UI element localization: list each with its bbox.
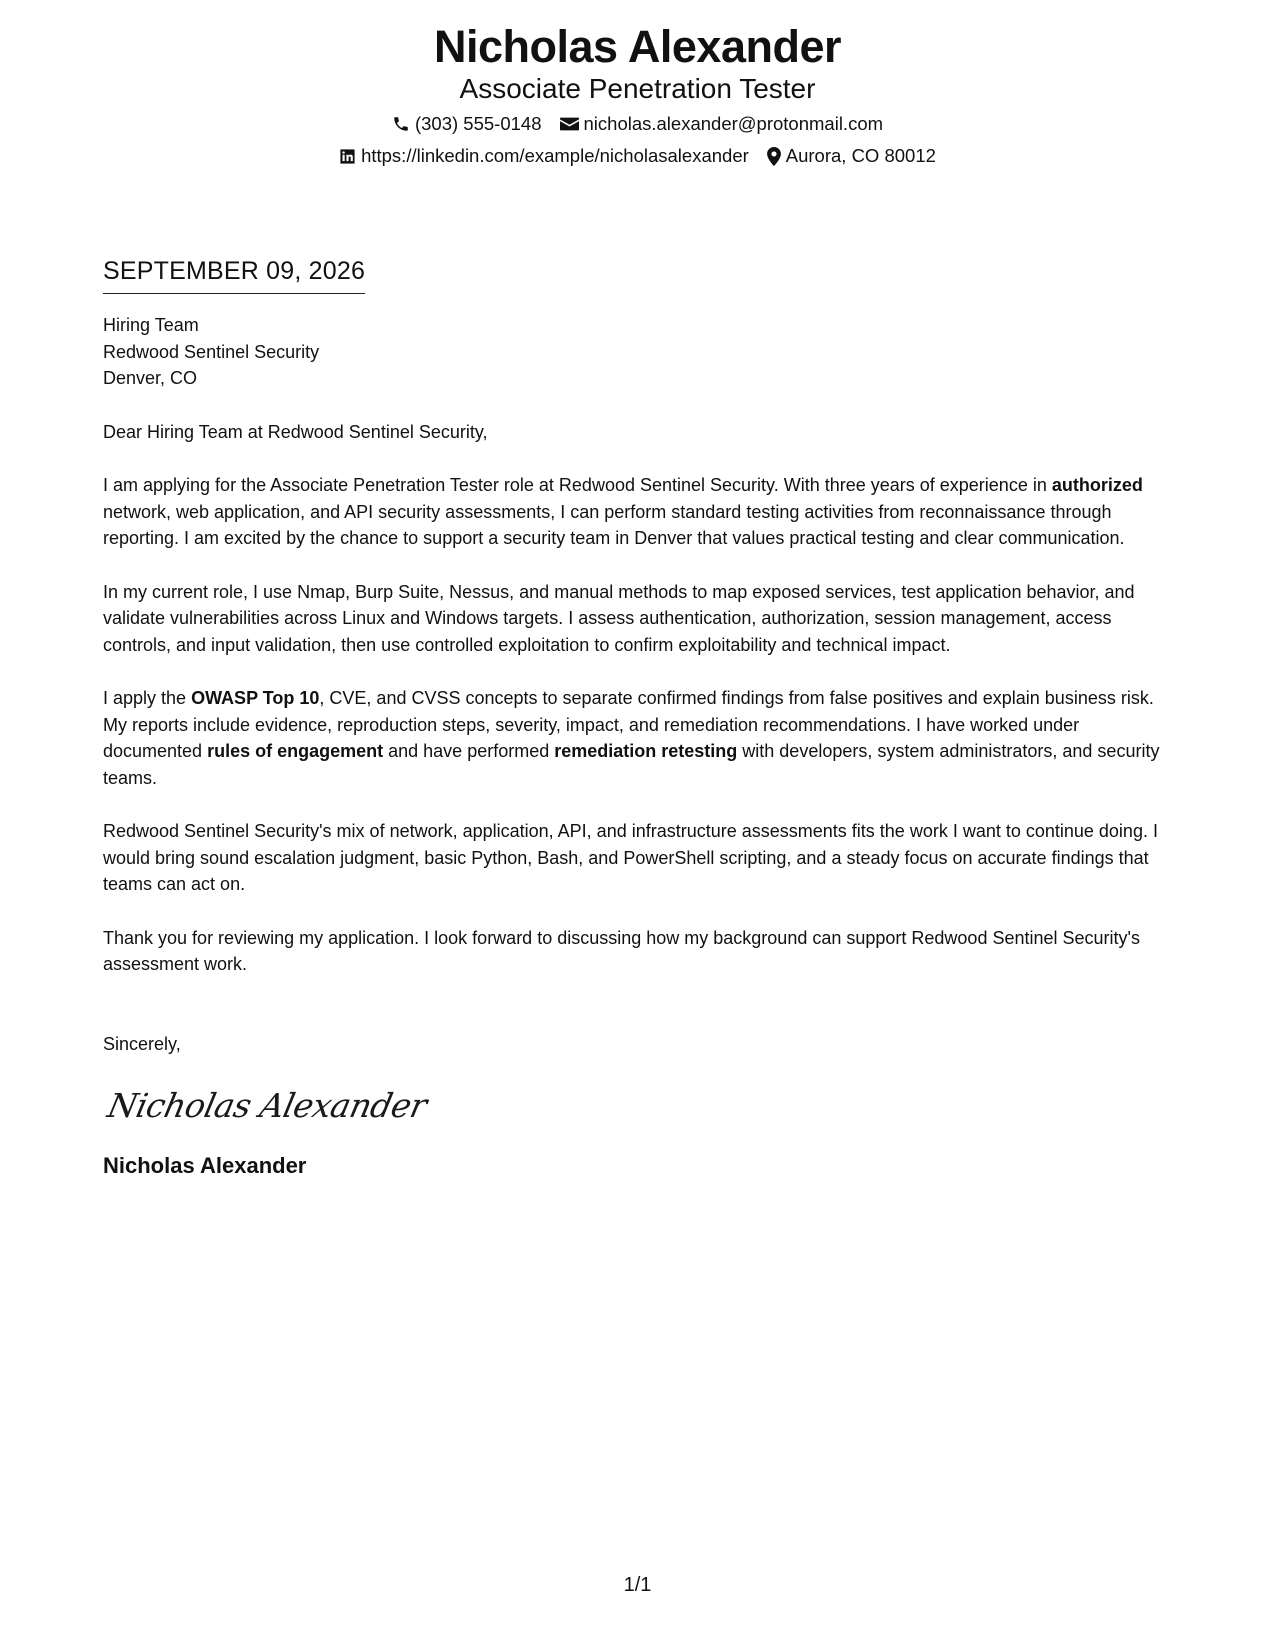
paragraph-text: I am applying for the Associate Penetration Tester role at Redwood Sentinel Security. With three years of experience in <box>103 475 1052 495</box>
emphasis-text: remediation retesting <box>554 741 738 761</box>
applicant-name: Nicholas Alexander <box>434 21 841 72</box>
applicant-title: Associate Penetration Tester <box>459 73 816 104</box>
emphasis-text: authorized <box>1051 475 1143 495</box>
recipient-company: Redwood Sentinel Security <box>103 341 320 362</box>
recipient-location: Denver, CO <box>103 368 198 388</box>
contact-phone <box>392 112 542 136</box>
letter-header <box>0 20 1275 168</box>
paragraph-text: with developers, system administrators, and security teams. <box>103 741 1160 788</box>
phone-icon <box>392 115 410 133</box>
paragraph-3 <box>103 685 1178 791</box>
contact-linkedin[interactable] <box>339 144 749 168</box>
linkedin-url[interactable]: https://linkedin.com/example/nicholasalexander <box>361 145 749 166</box>
handwritten-signature: Nicholas Alexander <box>104 1086 431 1125</box>
map-pin-icon <box>767 147 781 166</box>
contact-line-secondary <box>0 144 1275 168</box>
contact-line-primary <box>0 112 1275 136</box>
closing: Sincerely, <box>103 1033 181 1054</box>
paragraph-text: and have performed <box>383 741 555 761</box>
letter-body <box>103 255 1178 1181</box>
linkedin-icon <box>339 148 356 165</box>
page-number: 1/1 <box>623 1574 652 1596</box>
paragraph-text: network, web application, and API security assessments, I can perform standard testing activities from reconnaissance through reporting. I am excited by the chance to support a security team in Denver that values practical testing and clear communication. <box>103 501 1125 548</box>
emphasis-text: OWASP Top 10 <box>191 688 320 708</box>
paragraph-1 <box>103 472 1178 552</box>
contact-email[interactable] <box>560 112 884 136</box>
emphasis-text: rules of engagement <box>207 741 384 761</box>
salutation: Dear Hiring Team at Redwood Sentinel Security, <box>103 421 488 442</box>
location-text: Aurora, CO 80012 <box>785 145 936 166</box>
phone-number: (303) 555-0148 <box>414 113 542 134</box>
signed-name: Nicholas Alexander <box>103 1153 307 1178</box>
letter-date: SEPTEMBER 09, 2026 <box>103 255 365 294</box>
recipient-line: Hiring Team <box>103 315 199 335</box>
envelope-icon <box>560 116 579 132</box>
paragraph-4: Redwood Sentinel Security's mix of network, application, API, and infrastructure assessments fits the work I want to continue doing. I would bring sound escalation judgment, basic Python, Bash, and PowerShell scripting, and a steady focus on accurate findings that teams can act on. <box>103 821 1158 894</box>
paragraph-text: I apply the <box>103 688 192 708</box>
contact-location <box>767 144 936 168</box>
paragraph-5: Thank you for reviewing my application. I look forward to discussing how my background can support Redwood Sentinel Security's assessment work. <box>103 927 1140 974</box>
paragraph-text: , CVE, and CVSS concepts to separate confirmed findings from false positives and explain business risk. My reports include evidence, reproduction steps, severity, impact, and remediation recommendations. I have worked under documented <box>103 688 1154 761</box>
paragraph-2: In my current role, I use Nmap, Burp Suite, Nessus, and manual methods to map exposed services, test application behavior, and validate vulnerabilities across Linux and Windows targets. I assess authentication, authorization, session management, access controls, and input validation, then use controlled exploitation to confirm exploitability and technical impact. <box>103 581 1135 655</box>
recipient-block <box>103 312 1178 392</box>
email-address[interactable]: nicholas.alexander@protonmail.com <box>583 113 884 134</box>
